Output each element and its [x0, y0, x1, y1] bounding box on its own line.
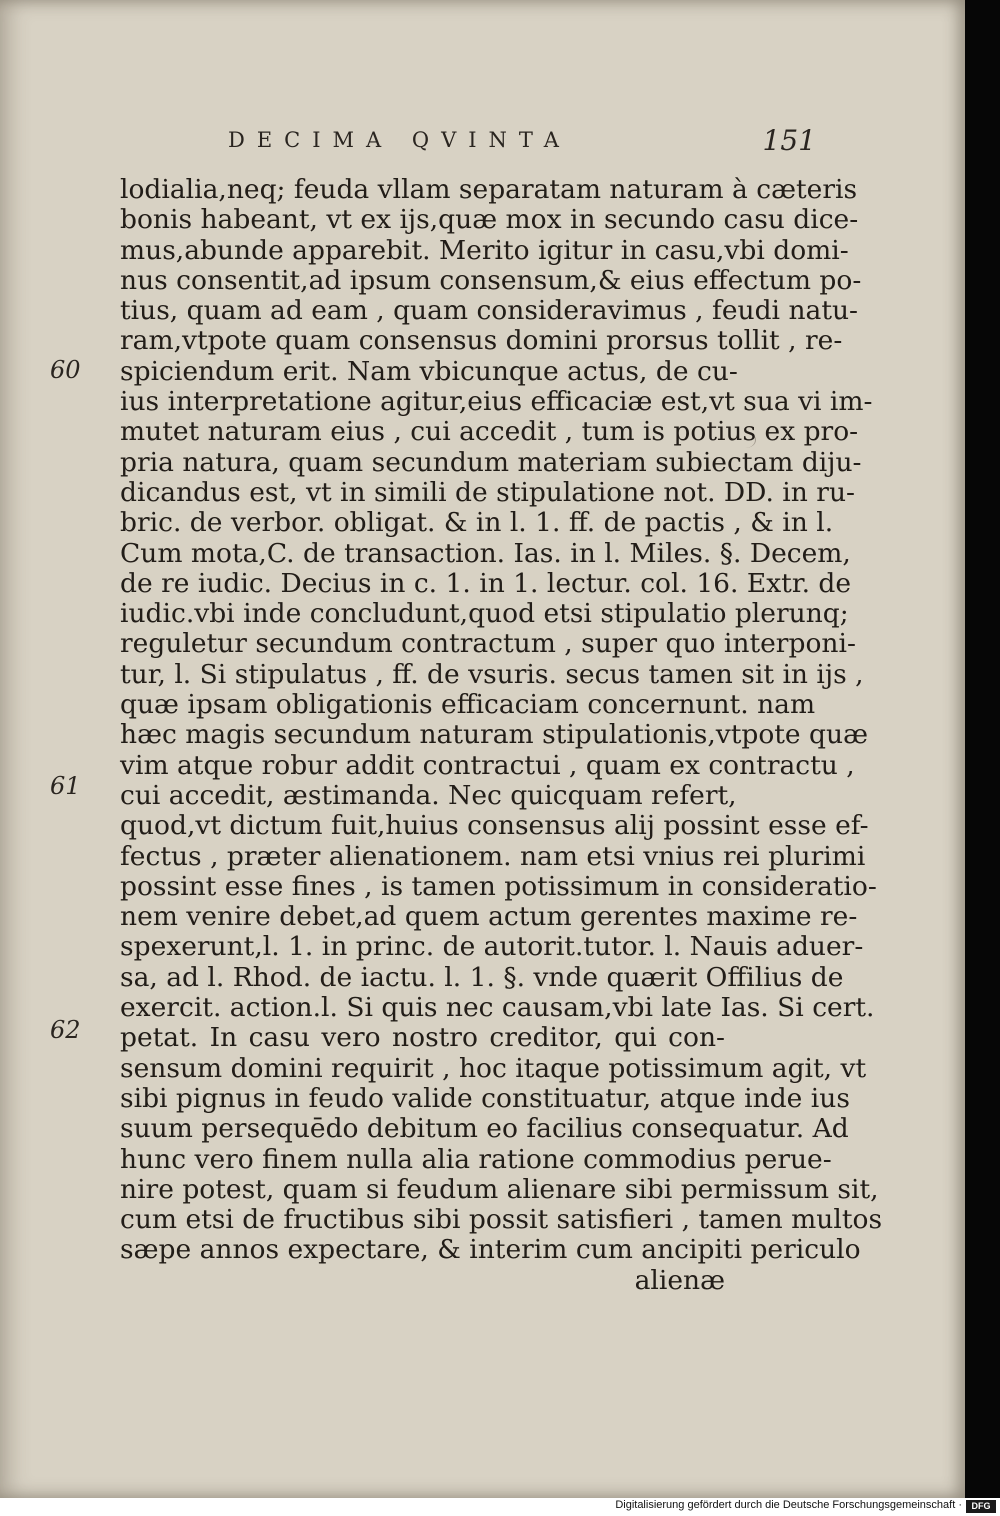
text-line: quæ ipsam obligationis efficaciam concernunt. nam	[120, 689, 816, 721]
dfg-logo: DFG	[966, 1500, 996, 1513]
text-line: exercit. action.l. Si quis nec causam,vbi late Ias. Si cert.	[120, 992, 875, 1024]
text-line: vim atque robur addit contractui , quam ex contractu ,	[120, 749, 855, 781]
text-line: ius interpretatione agitur,eius efficaciæ est,vt sua vi im-	[120, 386, 873, 418]
text-line: Cum mota,C. de transaction. Ias. in l. Miles. §. Decem,	[120, 537, 851, 569]
text-line: lodialia,neq; feuda vllam separatam naturam à cæteris	[120, 174, 858, 205]
page-background-edge	[965, 0, 1000, 1498]
text-line: tur, l. Si stipulatus , ff. de vsuris. secus tamen sit in ijs ,	[120, 658, 864, 690]
running-head: DECIMA QVINTA	[228, 128, 571, 152]
text-line: ram,vtpote quam consensus domini prorsus tollit , re-	[120, 325, 843, 357]
text-line: bric. de verbor. obligat. & in l. 1. ff. de pactis , & in l.	[120, 507, 834, 539]
text-line: sa, ad l. Rhod. de iactu. l. 1. §. vnde quærit Offilius de	[120, 961, 844, 993]
text-line: pria natura, quam secundum materiam subiectam diju-	[120, 446, 862, 478]
text-line: hæc magis secundum naturam stipulationis,vtpote quæ	[120, 719, 868, 751]
text-line: sæpe annos expectare, & interim cum ancipiti periculo	[120, 1234, 861, 1266]
text-line: nus consentit,ad ipsum consensum,& eius effectum po-	[120, 264, 862, 296]
text-line: fectus , præter alienationem. nam etsi vnius rei plurimi	[120, 840, 866, 872]
text-line: iudic.vbi inde concludunt,quod etsi stipulatio plerunq;	[120, 598, 849, 630]
text-line: cui accedit, æstimanda. Nec quicquam refert,	[120, 779, 737, 811]
text-line: reguletur secundum contractum , super quo interponi-	[120, 628, 856, 660]
text-line: possint esse fines , is tamen potissimum in consideratio-	[120, 870, 877, 902]
text-line: bonis habeant, vt ex ijs,quæ mox in secundo casu dice-	[120, 204, 859, 236]
page-header	[228, 124, 828, 164]
text-line: cum etsi de fructibus sibi possit satisfieri , tamen multos	[120, 1204, 883, 1236]
text-line: petat. In casu vero nostro creditor, qui con-	[120, 1022, 725, 1054]
catchword: alienæ	[634, 1264, 725, 1296]
footer-credit: Digitalisierung gefördert durch die Deutsche Forschungsgemeinschaft ·	[615, 1499, 962, 1511]
footer-bar	[0, 1498, 1000, 1516]
text-line: suum persequēdo debitum eo facilius consequatur. Ad	[120, 1113, 849, 1145]
text-line: mus,abunde apparebit. Merito igitur in casu,vbi domi-	[120, 234, 849, 266]
text-line: tius, quam ad eam , quam consideravimus , feudi natu-	[120, 295, 858, 327]
page-number: 151	[762, 124, 816, 157]
text-line: de re iudic. Decius in c. 1. in 1. lectur. col. 16. Extr. de	[120, 567, 852, 599]
text-line: spiciendum erit. Nam vbicunque actus, de cu-	[120, 355, 738, 387]
body-text	[120, 174, 883, 1296]
text-line: mutet naturam eius , cui accedit , tum is potius ex pro-	[120, 416, 859, 448]
text-line: nire potest, quam si feudum alienare sibi permissum sit,	[120, 1173, 879, 1205]
margin-note-60: 60	[50, 356, 81, 384]
margin-note-62: 62	[50, 1016, 81, 1044]
text-line: nem venire debet,ad quem actum gerentes maxime re-	[120, 901, 858, 933]
text-line: hunc vero finem nulla alia ratione commodius perue-	[120, 1143, 832, 1175]
text-line: sibi pignus in feudo valide constituatur, atque inde ius	[120, 1082, 850, 1114]
text-line: quod,vt dictum fuit,huius consensus alij possint esse ef-	[120, 810, 869, 842]
margin-note-61: 61	[50, 772, 81, 800]
text-line: sensum domini requirit , hoc itaque potissimum agit, vt	[120, 1052, 867, 1084]
text-line: spexerunt,l. 1. in princ. de autorit.tutor. l. Nauis aduer-	[120, 931, 864, 963]
text-line: dicandus est, vt in simili de stipulatione not. DD. in ru-	[120, 476, 855, 508]
